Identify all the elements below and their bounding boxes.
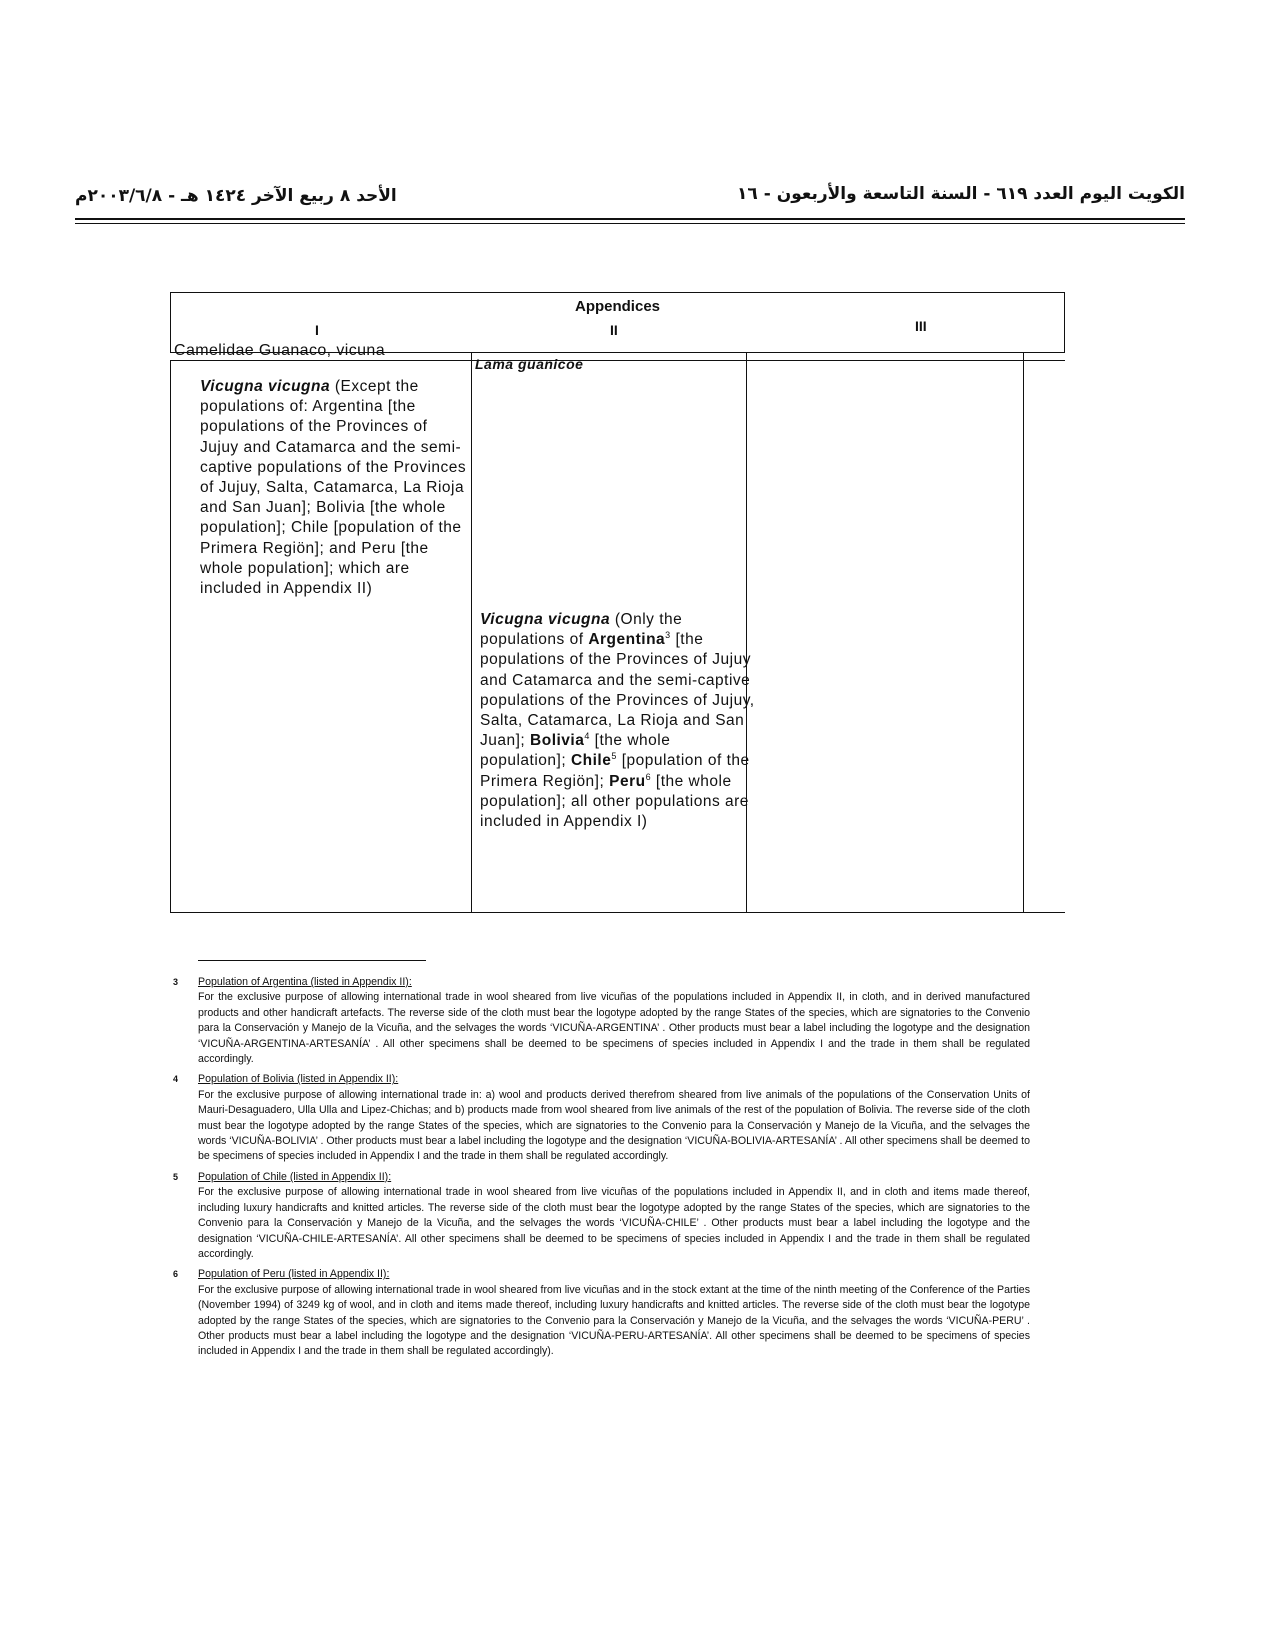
column-header-i: I [315, 322, 319, 338]
species-name: Vicugna vicugna [480, 611, 611, 628]
table-bottom-rule [170, 912, 1065, 913]
entry-text: [population of the Primera Regiön]; [480, 752, 750, 790]
footnote-title: Population of Chile (listed in Appendix II): [198, 1170, 392, 1183]
column-divider-1 [471, 352, 472, 912]
footnote-body: For the exclusive purpose of allowing international trade in: a) wool and products derived therefrom sheared from live animals of the populations of the Conservation Units of Mauri-Desaguadero, Ulla Ulla and Lipez-Chichas; and b) products made from wool sheared from live animals of the rest of the population of Bolivia. The reverse side of the cloth must bear the logotype adopted by the range States of the species, which are signatories to the Convenio para la Conservación y Manejo de la Vicuña, and the selvages the words ‘VICUÑA-BOLIVIA’ . Other products must bear a label including the logotype and the designation ‘VICUÑA-BOLIVIA-ARTESANÍA’ . All other specimens shall be deemed to be specimens of species included in Appendix I and the trade in them shall be regulated accordingly. [198, 1088, 1030, 1163]
country-chile: Chile [570, 752, 612, 770]
appendices-table [170, 292, 1065, 912]
entry-text: [the populations of the Provinces of Jujuy and Catamarca and the semi-captive populations of the Provinces of Jujuy, Salta, Catamarca, La Rioja and San Juan]; [480, 631, 755, 750]
footnote-number: 3 [173, 977, 179, 987]
footnote-body: For the exclusive purpose of allowing international trade in wool sheared from live vicuñas of the populations included in Appendix II, in cloth, and in derived manufactured products and other handicraft artefacts. The reverse side of the cloth must bear the logotype adopted by the range States of the species, which are signatories to the Convenio para la Conservación y Manejo de la Vicuña, and the selvages the words ‘VICUÑA-ARGENTINA’ . Other products must bear a label including the logotype and the designation ‘VICUÑA-ARGENTINA-ARTESANÍA’ . All other specimens shall be deemed to be specimens of species included in Appendix I and the trade in them shall be regulated accordingly. [198, 991, 1030, 1066]
column-border-left [170, 360, 171, 912]
entry-text: [the whole population]; all other populations are included in Appendix I) [480, 772, 749, 831]
page-header [75, 180, 1185, 220]
footnote-ref-6: 6 [645, 771, 652, 782]
footnote-ref-4: 4 [584, 731, 590, 742]
family-row: Camelidae Guanaco, vicuna [174, 342, 386, 359]
footnote-ref-3: 3 [665, 630, 671, 641]
footnote-title: Population of Argentina (listed in Appendix II): [198, 976, 412, 988]
footnote-body: For the exclusive purpose of allowing international trade in wool sheared from live vicuñas of the populations included in Appendix II, and in cloth and items made thereof, including luxury handicrafts and knitted articles. The reverse side of the cloth must bear the logotype adopted by the range States of the species, which are signatories to the Convenio para la Conservación y Manejo de la Vicuña, and the selvages the words ‘VICUÑA-CHILE’ . Other products must bear a label including the logotype and the designation ‘VICUÑA-CHILE-ARTESANÍA’. All other specimens shall be deemed to be specimens of species included in Appendix I and the trade in them shall be regulated accordingly. [198, 1186, 1030, 1260]
species-name: Vicugna vicugna [200, 378, 331, 395]
footnote-body: For the exclusive purpose of allowing international trade in wool sheared from live vicuñas and in the stock extant at the time of the ninth meeting of the Conference of the Parties (November 1994) of 3249 kg of wool, and in cloth and items made thereof, including luxury handicrafts and knitted articles. The reverse side of the cloth must bear the logotype adopted by the range States of the species, which are signatories to the Convenio para la Conservación y Manejo de la Vicuña, and the selvages the words ‘VICUÑA-PERU’ . Other products must bear a label including the logotype and the designation ‘VICUÑA-PERU-ARTESANÍA’. All other specimens shall be deemed to be specimens of species included in Appendix I and the trade in them shall be regulated accordingly). [198, 1283, 1030, 1358]
footnote-title: Population of Bolivia (listed in Appendix II): [198, 1073, 399, 1086]
footnote-5 [170, 1170, 1030, 1262]
country-argentina: Argentina [588, 631, 666, 649]
appendix-i-entry [200, 377, 470, 599]
header-issue-info: الكويت اليوم العدد ٦١٩ - السنة التاسعة والأربعون - ١٦ [737, 184, 1185, 204]
footnote-4 [170, 1072, 1030, 1164]
family-row-rule [170, 360, 1065, 361]
table-caption: Appendices [574, 298, 661, 315]
footnote-number: 6 [173, 1269, 179, 1280]
appendix-ii-entry [480, 610, 755, 832]
footnote-6 [170, 1267, 1030, 1359]
footnote-separator [198, 960, 426, 961]
header-rule-thin [75, 223, 1185, 224]
column-header-ii: II [610, 322, 618, 338]
entry-text: (Only the populations of [480, 611, 683, 649]
country-peru: Peru [609, 772, 646, 790]
lama-guanicoe-entry: Lama guanicoe [475, 356, 584, 372]
table-top-border [170, 292, 1065, 293]
column-border-right [1023, 352, 1024, 912]
header-rule [75, 218, 1185, 220]
footnote-number: 4 [173, 1074, 179, 1085]
footnote-ref-5: 5 [611, 751, 617, 762]
footnote-number: 5 [173, 1171, 179, 1182]
country-bolivia: Bolivia [530, 732, 585, 750]
entry-text: [the whole population]; [480, 732, 671, 770]
footnote-3 [170, 975, 1030, 1067]
footnote-title: Population of Peru (listed in Appendix II): [198, 1268, 390, 1281]
footnotes [170, 975, 1030, 1365]
appendix-i-text: (Except the populations of: Argentina [the populations of the Provinces of Jujuy and Catamarca and the semi-captive populations of the Provinces of Jujuy, Salta, Catamarca, La Rioja and San Juan]; Bolivia [the whole population]; Chile [population of the Primera Regiön]; and Peru [the whole population]; which are included in Appendix II) [200, 378, 467, 598]
column-header-iii: III [915, 318, 927, 334]
header-date: الأحد ٨ ربيع الآخر ١٤٢٤ هـ - ٢٠٠٣/٦/٨م [75, 186, 397, 206]
